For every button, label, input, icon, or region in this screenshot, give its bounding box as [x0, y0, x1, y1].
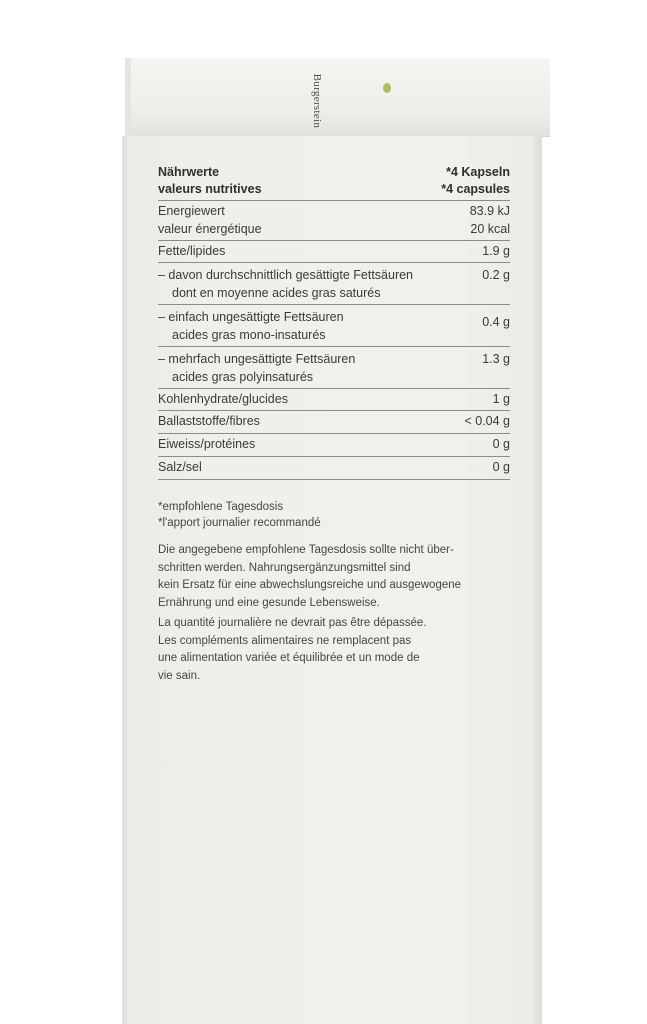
row-value-kcal: 20 kcal — [470, 222, 510, 236]
header-quantity — [441, 164, 510, 198]
table-row-protein — [158, 433, 510, 456]
box-top-edge — [125, 58, 131, 136]
advisory-paragraph-de — [158, 542, 518, 612]
row-value: 1.3 g — [482, 352, 510, 366]
header-qty-de: *4 Kapseln — [446, 165, 510, 179]
paragraph-line: kein Ersatz für eine abwechslungsreiche und ausgewogene — [158, 579, 462, 591]
row-label: – davon durchschnittlich gesättigte Fettsäuren — [158, 268, 414, 282]
box-top-flap — [125, 58, 550, 137]
row-label-fr: dont en moyenne acides gras saturés — [172, 286, 381, 300]
paragraph-line: vie sain. — [158, 669, 201, 682]
footnote-fr: *l'apport journalier recommandé — [158, 517, 321, 529]
box-right-edge — [534, 136, 542, 1024]
brand-logo — [309, 70, 325, 132]
row-label: Eiweiss/protéines — [158, 437, 256, 451]
table-bottom-rule — [158, 479, 510, 480]
row-value: 83.9 kJ — [469, 204, 510, 218]
table-row-monounsaturated — [158, 304, 510, 346]
row-label-fr: acides gras polyinsaturés — [172, 370, 314, 384]
row-label: Salz/sel — [158, 460, 202, 474]
table-row-fibre — [158, 410, 510, 433]
row-label: Ballaststoffe/fibres — [158, 414, 260, 428]
table-row-carbohydrates — [158, 388, 510, 410]
row-label-fr: acides gras mono-insaturés — [172, 328, 326, 342]
row-value: 1.9 g — [482, 244, 510, 258]
row-value: 0.2 g — [482, 268, 510, 282]
table-row-saturated — [158, 262, 510, 304]
header-label-de: Nährwerte — [158, 165, 220, 179]
logo-leaf-icon — [383, 83, 391, 93]
table-row-polyunsaturated — [158, 346, 510, 388]
table-row-energy — [158, 200, 510, 240]
row-value: 0 g — [492, 437, 510, 451]
row-label: – mehrfach ungesättigte Fettsäuren — [158, 352, 356, 366]
row-label: – einfach ungesättigte Fettsäuren — [158, 310, 344, 324]
row-label: Energiewert — [158, 204, 225, 218]
paragraph-line: une alimentation variée et équilibrée et un mode de — [158, 652, 420, 664]
row-value: 1 g — [492, 392, 510, 406]
paragraph-line: schritten werden. Nahrungsergänzungsmittel sind — [158, 561, 411, 574]
header-labels — [158, 164, 262, 198]
row-label: Fette/lipides — [158, 244, 226, 258]
row-value: < 0.04 g — [464, 414, 510, 428]
table-row-salt — [158, 456, 510, 479]
table-row-fat — [158, 240, 510, 262]
paragraph-line: La quantité journalière ne devrait pas être dépassée. — [158, 617, 427, 629]
header-qty-fr: *4 capsules — [441, 182, 510, 196]
advisory-paragraph-fr — [158, 615, 518, 685]
row-label: Kohlenhydrate/glucides — [158, 392, 288, 406]
paragraph-line: Ernährung und eine gesunde Lebensweise. — [158, 596, 380, 609]
row-value: 0.4 g — [482, 315, 510, 329]
footnote-de: *empfohlene Tagesdosis — [158, 501, 284, 513]
nutrition-table-header — [158, 164, 510, 200]
box-left-edge — [122, 136, 127, 1024]
paragraph-line: Die angegebene empfohlene Tagesdosis sollte nicht über- — [158, 544, 454, 556]
paragraph-line: Les compléments alimentaires ne remplacent pas — [158, 634, 412, 647]
brand-name: Burgerstein — [311, 73, 323, 129]
header-label-fr: valeurs nutritives — [158, 182, 262, 196]
row-value: 0 g — [492, 460, 510, 474]
row-label-fr: valeur énergétique — [158, 222, 262, 236]
